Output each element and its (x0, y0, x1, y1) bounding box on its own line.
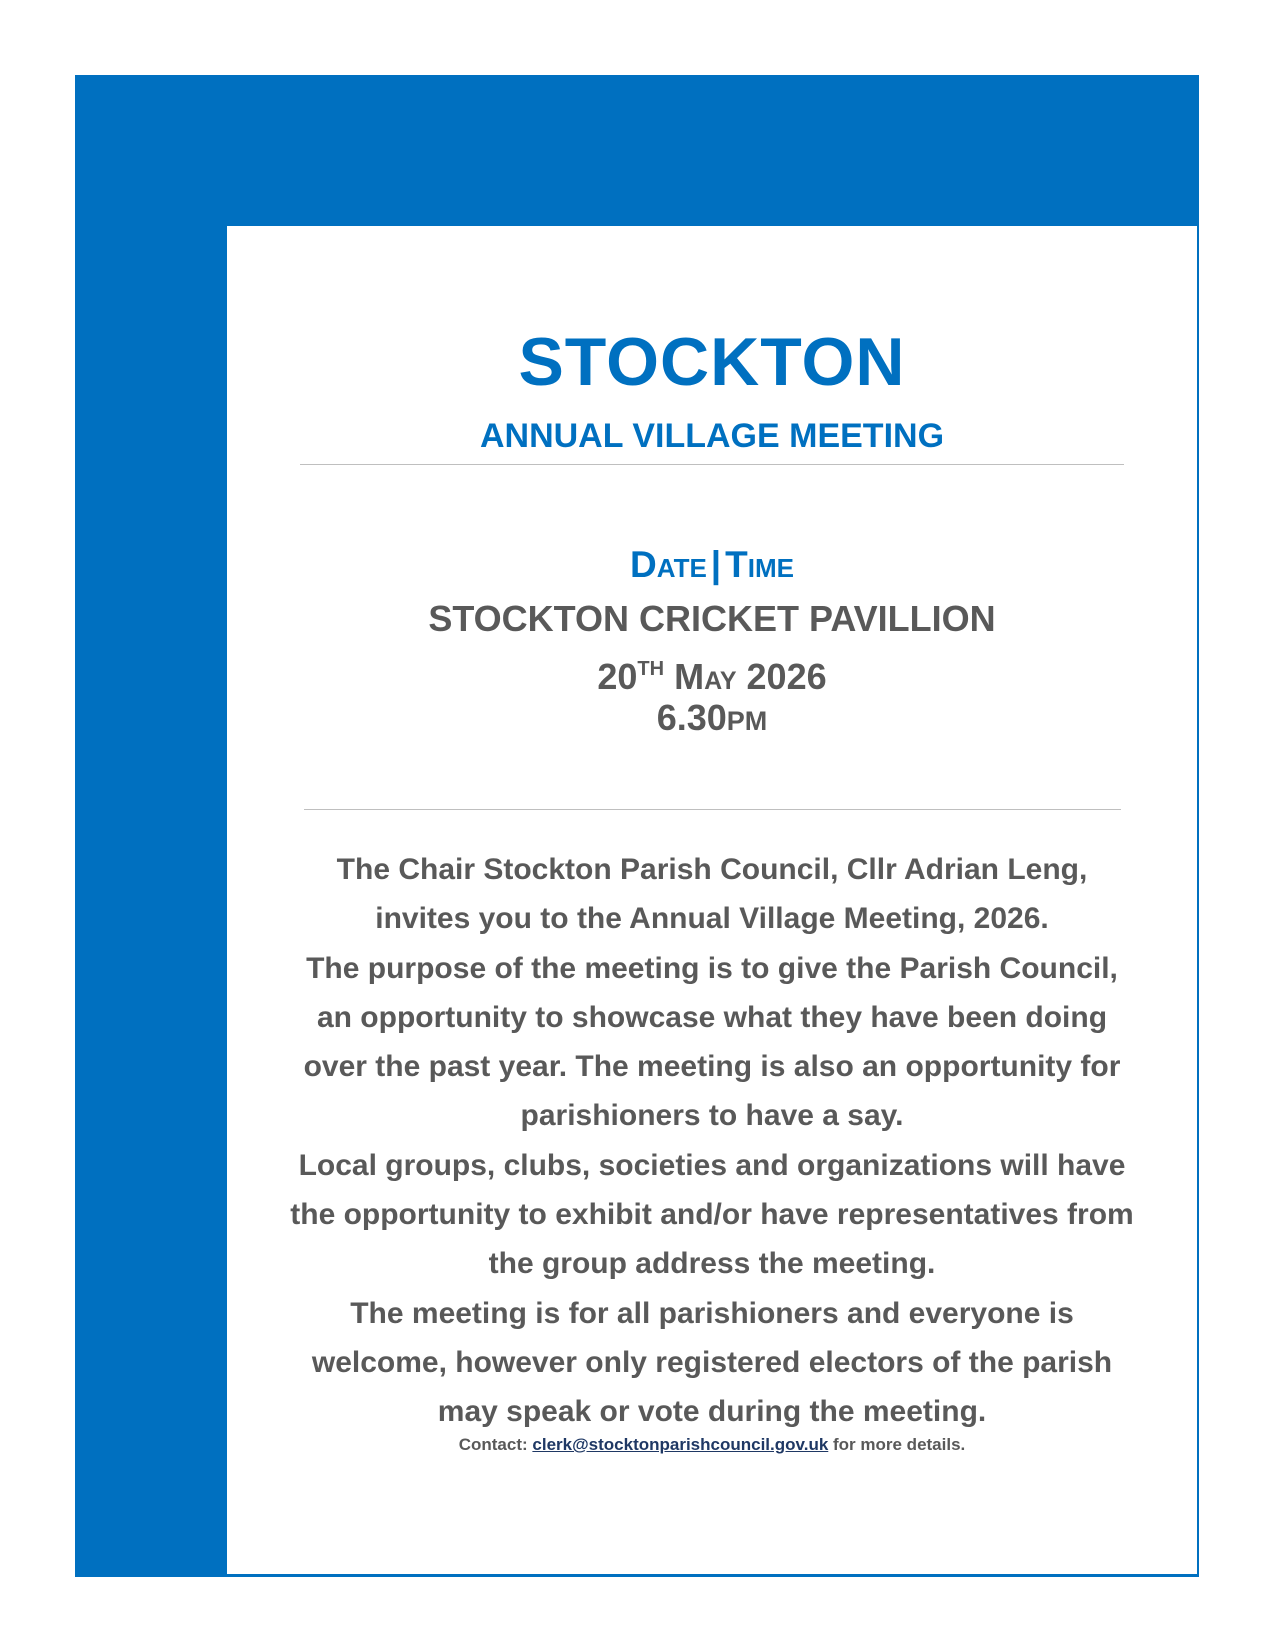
date-ordinal-suffix: TH (637, 658, 665, 680)
contact-line (227, 1434, 1197, 1456)
contact-suffix: for more details. (828, 1435, 966, 1454)
divider-bottom (304, 809, 1121, 810)
poster-content (227, 226, 1197, 1574)
date-time-heading (227, 543, 1197, 587)
poster-title: STOCKTON (518, 324, 906, 400)
date-day: 20 (597, 656, 638, 697)
time-heading-label: Time (725, 544, 794, 585)
time-suffix: PM (726, 706, 768, 736)
invitation-text (287, 845, 1137, 1437)
contact-email-link[interactable]: clerk@stocktonparishcouncil.gov.uk (532, 1435, 829, 1454)
meeting-time (227, 696, 1197, 743)
invitation-paragraph: The Chair Stockton Parish Council, Cllr Adrian Leng, invites you to the Annual Village Meeting, 2026. (336, 853, 1088, 936)
date-month-year: May 2026 (674, 656, 827, 697)
date-heading-label: Date (630, 544, 707, 585)
purpose-paragraph: The purpose of the meeting is to give the Parish Council, an opportunity to showcase what they have been doing over the past year. The meeting is also an opportunity for parishioners to have a say. (303, 951, 1121, 1133)
time-value: 6.30 (656, 697, 727, 738)
eligibility-paragraph: The meeting is for all parishioners and everyone is welcome, however only registered electors of the parish may speak or vote during the meeting. (311, 1296, 1113, 1429)
local-groups-paragraph: Local groups, clubs, societies and organizations will have the opportunity to exhibit and/or have representatives from the group address the meeting. (290, 1148, 1134, 1281)
poster-subtitle: ANNUAL VILLAGE MEETING (479, 417, 945, 455)
divider-top (300, 464, 1124, 465)
poster-border (75, 75, 1199, 1577)
contact-prefix: Contact: (458, 1435, 533, 1454)
venue: STOCKTON CRICKET PAVILLION (428, 598, 996, 639)
heading-separator: | (710, 544, 722, 585)
meeting-date (227, 647, 1197, 699)
